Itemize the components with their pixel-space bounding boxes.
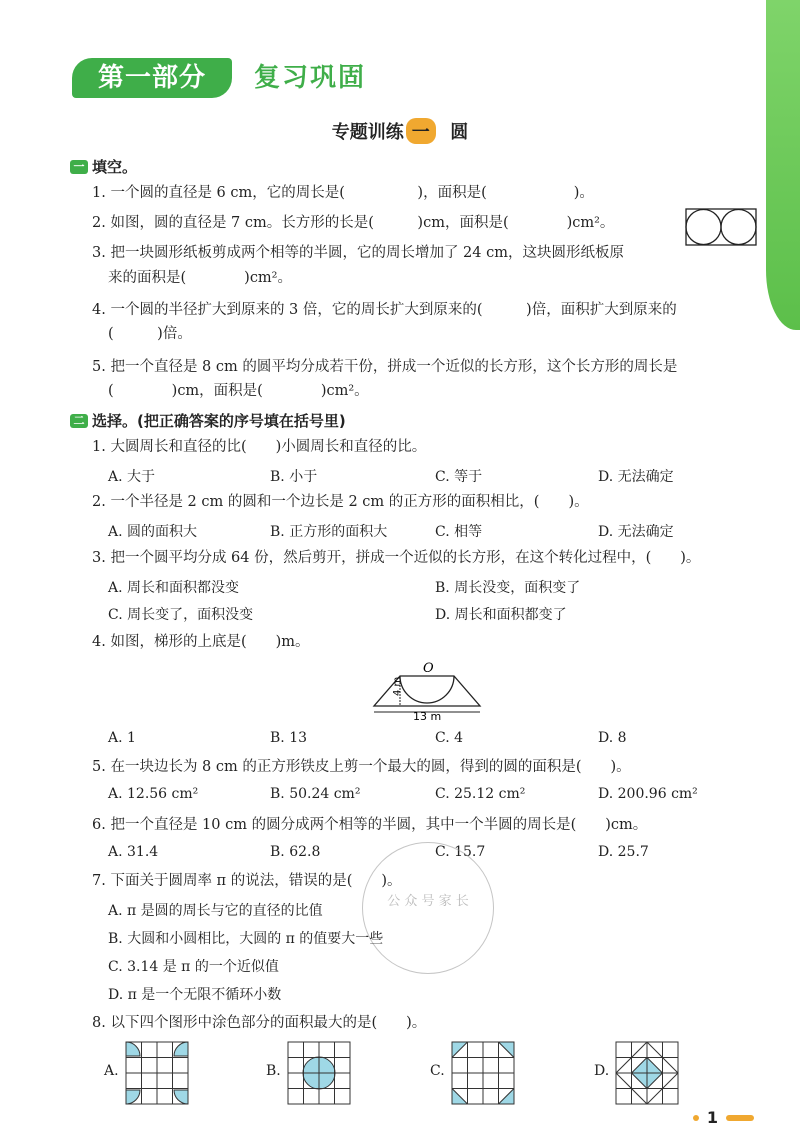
option-d: D. 无法确定 [598, 469, 674, 485]
option-d: D. 200.96 cm² [598, 786, 698, 802]
center-label: O [423, 661, 434, 676]
question-1-5: 5. 把一个直径是 8 cm 的圆平均分成若干份，拼成一个近似的长方形，这个长方形的周长是 [92, 359, 678, 375]
question-2-8: 8. 以下四个图形中涂色部分的面积最大的是( )。 [92, 1015, 427, 1031]
option-d: D. 周长和面积都变了 [435, 607, 567, 623]
option-d: D. 无法确定 [598, 524, 674, 540]
option-c: C. 周长变了，面积没变 [108, 607, 254, 623]
option-a: A. 圆的面积大 [108, 524, 198, 540]
question-2-7: 7. 下面关于圆周率 π 的说法，错误的是( )。 [92, 873, 402, 889]
option-c: C. 25.12 cm² [435, 786, 526, 802]
section-title: 填空。 [92, 158, 138, 176]
option-d: D. 25.7 [598, 844, 649, 860]
unit-title [0, 118, 800, 144]
question-1-3-cont: 来的面积是( )cm²。 [108, 270, 292, 286]
option-b: B. 13 [270, 730, 308, 746]
section-title: 选择。(把正确答案的序号填在括号里) [92, 412, 346, 430]
trapezoid-semicircle-figure [370, 656, 490, 726]
option-a: A. 大于 [108, 469, 156, 485]
option-a: A. 周长和面积都没变 [108, 580, 240, 596]
figure-b-grid [286, 1040, 352, 1106]
part-subtitle: 复习巩固 [254, 63, 367, 93]
option-b: B. 周长没变，面积变了 [435, 580, 581, 596]
option-c: C. 等于 [435, 469, 483, 485]
option-a: A. 12.56 cm² [108, 786, 199, 802]
page-bar [726, 1115, 754, 1121]
section-badge: 一 [70, 160, 88, 174]
option-a: A. 31.4 [108, 844, 159, 860]
figure-c-label: C. [430, 1063, 445, 1079]
option-c: C. 4 [435, 730, 464, 746]
page-number [693, 1108, 754, 1127]
base-label: 13 m [413, 710, 442, 723]
option-a: A. 1 [108, 730, 136, 746]
option-a: A. π 是圆的周长与它的直径的比值 [108, 903, 323, 919]
question-1-4: 4. 一个圆的半径扩大到原来的 3 倍，它的周长扩大到原来的( )倍，面积扩大到原来的 [92, 302, 677, 318]
option-c: C. 3.14 是 π 的一个近似值 [108, 959, 279, 975]
option-d: D. 8 [598, 730, 627, 746]
option-b: B. 62.8 [270, 844, 321, 860]
figure-a-grid [124, 1040, 190, 1106]
question-2-3: 3. 把一个圆平均分成 64 份，然后剪开，拼成一个近似的长方形，在这个转化过程中，( )。 [92, 550, 701, 566]
question-2-4: 4. 如图，梯形的上底是( )m。 [92, 634, 310, 650]
question-1-5-cont: ( )cm，面积是( )cm²。 [108, 383, 369, 399]
figure-c-grid [450, 1040, 516, 1106]
watermark-text: 公 众 号 家 长 [387, 894, 469, 909]
option-b: B. 正方形的面积大 [270, 524, 388, 540]
section-choice-heading [70, 410, 346, 431]
figure-d-label: D. [594, 1063, 610, 1079]
question-1-3: 3. 把一块圆形纸板剪成两个相等的半圆，它的周长增加了 24 cm，这块圆形纸板原 [92, 245, 624, 261]
decorative-side-strip [766, 0, 800, 330]
unit-number: 一 [406, 118, 436, 144]
question-1-1: 1. 一个圆的直径是 6 cm，它的周长是( )，面积是( )。 [92, 185, 594, 201]
page-number-text: 1 [706, 1108, 718, 1127]
option-c: C. 15.7 [435, 844, 486, 860]
section-badge: 二 [70, 414, 88, 428]
option-d: D. π 是一个无限不循环小数 [108, 987, 282, 1003]
option-b: B. 大圆和小圆相比，大圆的 π 的值要大一些 [108, 931, 384, 947]
option-b: B. 50.24 cm² [270, 786, 361, 802]
height-label: 4 m [392, 676, 403, 696]
two-circles-in-rectangle-figure [685, 208, 757, 248]
question-2-2: 2. 一个半径是 2 cm 的圆和一个边长是 2 cm 的正方形的面积相比，( )。 [92, 494, 589, 510]
unit-topic: 圆 [450, 122, 469, 143]
question-2-1: 1. 大圆周长和直径的比( )小圆周长和直径的比。 [92, 439, 427, 455]
question-1-2: 2. 如图，圆的直径是 7 cm。长方形的长是( )cm，面积是( )cm²。 [92, 215, 615, 231]
question-2-5: 5. 在一块边长为 8 cm 的正方形铁皮上剪一个最大的圆，得到的圆的面积是( )。 [92, 759, 631, 775]
question-2-6: 6. 把一个直径是 10 cm 的圆分成两个相等的半圆，其中一个半圆的周长是( )cm。 [92, 817, 648, 833]
option-b: B. 小于 [270, 469, 318, 485]
question-1-4-cont: ( )倍。 [108, 326, 192, 342]
figure-b-label: B. [266, 1063, 281, 1079]
figure-a-label: A. [104, 1063, 119, 1079]
figure-d-grid [614, 1040, 680, 1106]
unit-prefix: 专题训练 [331, 122, 404, 143]
section-fill-blank-heading [70, 156, 137, 177]
part-banner: 第一部分 [72, 58, 232, 98]
page-dot [693, 1115, 699, 1121]
option-c: C. 相等 [435, 524, 483, 540]
